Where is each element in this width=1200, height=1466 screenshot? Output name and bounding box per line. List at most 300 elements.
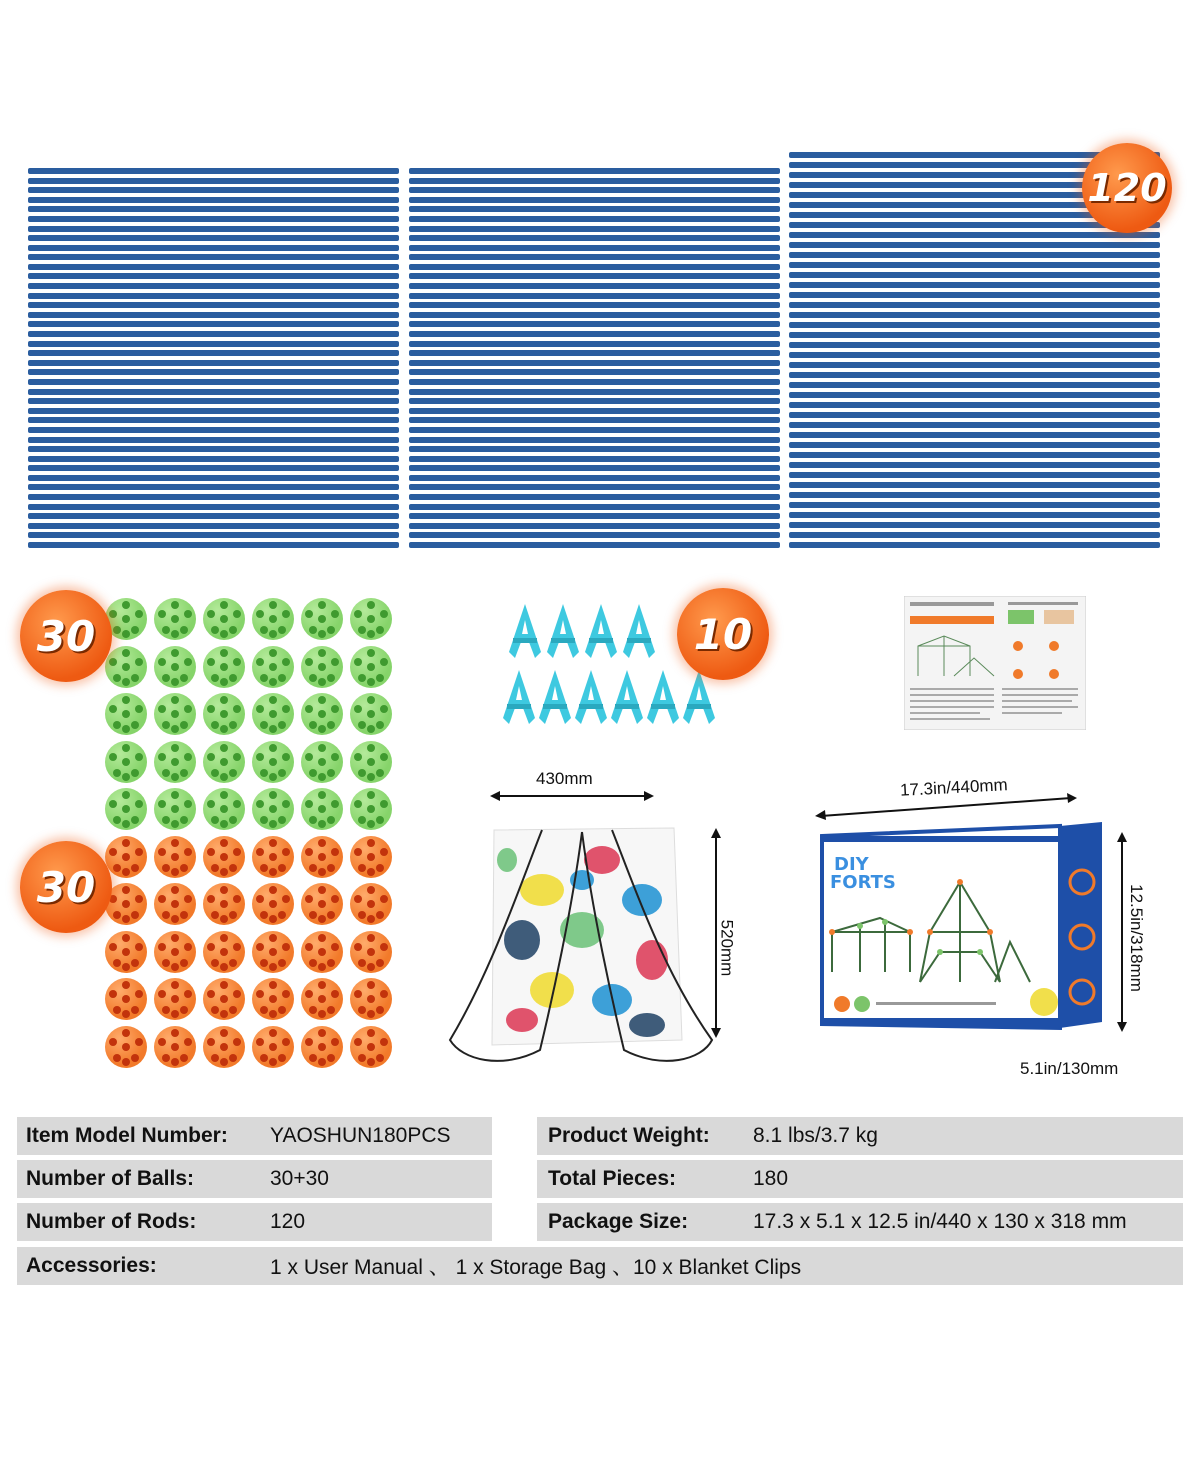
ball-hole xyxy=(278,816,286,824)
ball-hole xyxy=(269,1043,277,1051)
ball-hole xyxy=(269,696,277,704)
green-connector-ball xyxy=(350,788,392,830)
ball-hole xyxy=(184,753,192,761)
orange-connector-ball xyxy=(350,883,392,925)
ball-hole xyxy=(318,710,326,718)
ball-hole xyxy=(233,848,241,856)
ball-hole xyxy=(358,911,366,919)
ball-hole xyxy=(229,816,237,824)
product-box-image xyxy=(820,822,1104,1034)
ball-hole xyxy=(318,678,326,686)
orange-connector-ball xyxy=(203,931,245,973)
ball-hole xyxy=(171,663,179,671)
ball-hole xyxy=(269,630,277,638)
ball-hole xyxy=(269,710,277,718)
ball-hole xyxy=(171,758,179,766)
ball-hole xyxy=(376,864,384,872)
ball-hole xyxy=(269,649,277,657)
ball-hole xyxy=(233,895,241,903)
rod xyxy=(409,168,780,174)
ball-hole xyxy=(309,769,317,777)
rod xyxy=(409,389,780,395)
ball-hole xyxy=(358,626,366,634)
ball-hole xyxy=(233,800,241,808)
ball-hole xyxy=(367,1058,375,1066)
green-connector-ball xyxy=(301,646,343,688)
ball-hole xyxy=(269,963,277,971)
ball-hole xyxy=(318,1058,326,1066)
orange-connector-ball xyxy=(154,883,196,925)
rod xyxy=(789,282,1160,288)
ball-hole xyxy=(305,658,313,666)
ball-hole xyxy=(367,791,375,799)
rod xyxy=(28,456,399,462)
ball-hole xyxy=(113,959,121,967)
ball-hole xyxy=(171,886,179,894)
box-width-label: 17.3in/440mm xyxy=(899,775,1009,800)
spec-row-pieces xyxy=(537,1160,1183,1198)
ball-hole xyxy=(309,816,317,824)
rod xyxy=(28,264,399,270)
ball-hole xyxy=(207,800,215,808)
ball-hole xyxy=(220,791,228,799)
ball-hole xyxy=(122,725,130,733)
ball-hole xyxy=(260,1054,268,1062)
ball-hole xyxy=(331,705,339,713)
rod xyxy=(789,272,1160,278)
ball-hole xyxy=(131,626,139,634)
rod xyxy=(409,494,780,500)
ball-hole xyxy=(318,663,326,671)
ball-hole xyxy=(135,753,143,761)
rod xyxy=(409,379,780,385)
blanket-clip xyxy=(499,668,539,726)
ball-hole xyxy=(269,934,277,942)
ball-hole xyxy=(135,658,143,666)
ball-hole xyxy=(269,839,277,847)
ball-hole xyxy=(358,1006,366,1014)
spec-row-accessories xyxy=(17,1247,1183,1285)
ball-hole xyxy=(331,610,339,618)
ball-hole xyxy=(269,1010,277,1018)
ball-hole xyxy=(278,1006,286,1014)
ball-hole xyxy=(211,674,219,682)
ball-hole xyxy=(269,995,277,1003)
ball-hole xyxy=(109,800,117,808)
green-balls-count-badge xyxy=(20,590,112,682)
ball-hole xyxy=(305,705,313,713)
ball-hole xyxy=(113,1054,121,1062)
ball-hole xyxy=(171,934,179,942)
ball-hole xyxy=(220,995,228,1003)
ball-hole xyxy=(318,696,326,704)
ball-hole xyxy=(122,1043,130,1051)
ball-hole xyxy=(109,990,117,998)
green-connector-ball xyxy=(154,741,196,783)
ball-hole xyxy=(220,696,228,704)
rod xyxy=(409,206,780,212)
ball-hole xyxy=(180,1006,188,1014)
ball-hole xyxy=(358,721,366,729)
ball-hole xyxy=(318,630,326,638)
orange-connector-ball xyxy=(105,978,147,1020)
ball-hole xyxy=(367,868,375,876)
ball-hole xyxy=(171,696,179,704)
ball-hole xyxy=(318,1010,326,1018)
ball-hole xyxy=(171,963,179,971)
ball-hole xyxy=(380,943,388,951)
ball-hole xyxy=(380,658,388,666)
ball-hole xyxy=(122,805,130,813)
rod xyxy=(409,331,780,337)
ball-hole xyxy=(184,943,192,951)
ball-hole xyxy=(220,915,228,923)
ball-hole xyxy=(220,900,228,908)
ball-hole xyxy=(327,959,335,967)
ball-hole xyxy=(220,934,228,942)
ball-hole xyxy=(318,601,326,609)
rod-bundle-middle xyxy=(409,168,780,548)
ball-hole xyxy=(367,948,375,956)
ball-hole xyxy=(171,981,179,989)
rod xyxy=(789,312,1160,318)
spec-package-value: 17.3 x 5.1 x 12.5 in/440 x 130 x 318 mm xyxy=(753,1210,1127,1233)
ball-hole xyxy=(354,610,362,618)
ball-hole xyxy=(184,705,192,713)
ball-hole xyxy=(327,626,335,634)
ball-hole xyxy=(354,943,362,951)
ball-hole xyxy=(220,981,228,989)
ball-hole xyxy=(207,990,215,998)
ball-hole xyxy=(282,705,290,713)
ball-hole xyxy=(282,658,290,666)
spec-row-package xyxy=(537,1203,1183,1241)
ball-hole xyxy=(211,816,219,824)
ball-hole xyxy=(269,1029,277,1037)
rod xyxy=(28,389,399,395)
ball-hole xyxy=(207,895,215,903)
ball-hole xyxy=(367,744,375,752)
ball-hole xyxy=(220,615,228,623)
ball-hole xyxy=(158,800,166,808)
ball-hole xyxy=(367,963,375,971)
ball-hole xyxy=(207,705,215,713)
ball-hole xyxy=(171,710,179,718)
ball-hole xyxy=(269,981,277,989)
ball-hole xyxy=(131,864,139,872)
ball-hole xyxy=(122,934,130,942)
ball-hole xyxy=(233,943,241,951)
ball-hole xyxy=(269,744,277,752)
rod xyxy=(28,465,399,471)
ball-hole xyxy=(354,753,362,761)
rod xyxy=(789,342,1160,348)
ball-hole xyxy=(367,981,375,989)
ball-hole xyxy=(220,773,228,781)
ball-hole xyxy=(220,744,228,752)
ball-hole xyxy=(180,816,188,824)
ball-hole xyxy=(269,886,277,894)
green-connector-ball xyxy=(252,788,294,830)
rod xyxy=(28,273,399,279)
ball-hole xyxy=(131,721,139,729)
orange-connector-ball xyxy=(154,931,196,973)
rod xyxy=(789,332,1160,338)
rod xyxy=(28,494,399,500)
rod xyxy=(409,456,780,462)
ball-hole xyxy=(367,1010,375,1018)
rod xyxy=(409,216,780,222)
rod xyxy=(28,398,399,404)
rod xyxy=(28,283,399,289)
ball-hole xyxy=(367,773,375,781)
ball-hole xyxy=(327,1054,335,1062)
ball-hole xyxy=(211,864,219,872)
blanket-clip xyxy=(619,602,659,660)
ball-hole xyxy=(327,769,335,777)
rod xyxy=(28,302,399,308)
ball-hole xyxy=(278,911,286,919)
ball-hole xyxy=(122,649,130,657)
ball-hole xyxy=(269,868,277,876)
orange-connector-ball xyxy=(301,931,343,973)
ball-hole xyxy=(367,934,375,942)
ball-hole xyxy=(367,630,375,638)
ball-hole xyxy=(122,696,130,704)
rod xyxy=(409,187,780,193)
rod xyxy=(409,369,780,375)
ball-hole xyxy=(109,658,117,666)
rod xyxy=(789,392,1160,398)
ball-hole xyxy=(269,900,277,908)
rod xyxy=(409,446,780,452)
ball-hole xyxy=(354,1038,362,1046)
rod xyxy=(789,252,1160,258)
ball-hole xyxy=(211,626,219,634)
ball-hole xyxy=(109,705,117,713)
ball-hole xyxy=(305,753,313,761)
ball-hole xyxy=(171,630,179,638)
ball-hole xyxy=(122,948,130,956)
ball-hole xyxy=(229,911,237,919)
ball-hole xyxy=(207,943,215,951)
ball-hole xyxy=(180,911,188,919)
green-connector-ball xyxy=(203,788,245,830)
ball-hole xyxy=(109,753,117,761)
rod xyxy=(409,321,780,327)
ball-hole xyxy=(220,663,228,671)
rod xyxy=(409,398,780,404)
rod xyxy=(409,513,780,519)
ball-hole xyxy=(256,705,264,713)
ball-hole xyxy=(309,674,317,682)
ball-hole xyxy=(109,610,117,618)
blanket-clip xyxy=(607,668,647,726)
orange-connector-ball xyxy=(252,1026,294,1068)
rod xyxy=(409,532,780,538)
blanket-clip xyxy=(581,602,621,660)
blanket-clip xyxy=(535,668,575,726)
rod xyxy=(28,360,399,366)
ball-hole xyxy=(260,626,268,634)
ball-hole xyxy=(331,848,339,856)
ball-hole xyxy=(376,816,384,824)
ball-hole xyxy=(113,721,121,729)
ball-hole xyxy=(171,995,179,1003)
ball-hole xyxy=(331,990,339,998)
ball-hole xyxy=(122,758,130,766)
spec-accessories-key: Accessories: xyxy=(26,1254,157,1277)
rod xyxy=(789,492,1160,498)
ball-hole xyxy=(229,959,237,967)
clips-count-badge xyxy=(677,588,769,680)
spec-pieces-key: Total Pieces: xyxy=(548,1167,676,1190)
ball-hole xyxy=(331,800,339,808)
rod xyxy=(789,522,1160,528)
green-connector-ball xyxy=(154,598,196,640)
ball-hole xyxy=(220,725,228,733)
blanket-clip xyxy=(543,602,583,660)
ball-hole xyxy=(367,615,375,623)
spec-balls-key: Number of Balls: xyxy=(26,1167,195,1190)
ball-hole xyxy=(122,820,130,828)
ball-hole xyxy=(135,848,143,856)
ball-hole xyxy=(256,800,264,808)
green-connector-ball xyxy=(203,693,245,735)
ball-hole xyxy=(131,769,139,777)
ball-hole xyxy=(260,1006,268,1014)
rod xyxy=(28,427,399,433)
ball-hole xyxy=(380,1038,388,1046)
green-connector-ball xyxy=(301,741,343,783)
ball-hole xyxy=(318,820,326,828)
ball-hole xyxy=(122,773,130,781)
rod xyxy=(28,542,399,548)
orange-connector-ball xyxy=(203,836,245,878)
rod xyxy=(789,482,1160,488)
ball-hole xyxy=(331,658,339,666)
rod xyxy=(28,178,399,184)
spec-accessories-value: 1 x User Manual 、 1 x Storage Bag 、10 x Blanket Clips xyxy=(270,1256,802,1279)
ball-hole xyxy=(269,853,277,861)
ball-hole xyxy=(260,674,268,682)
rod xyxy=(409,226,780,232)
ball-hole xyxy=(220,853,228,861)
ball-hole xyxy=(122,900,130,908)
rod xyxy=(409,312,780,318)
ball-hole xyxy=(180,721,188,729)
rod xyxy=(789,242,1160,248)
ball-hole xyxy=(269,725,277,733)
rod xyxy=(789,452,1160,458)
ball-hole xyxy=(207,848,215,856)
ball-hole xyxy=(220,886,228,894)
rod xyxy=(409,264,780,270)
ball-hole xyxy=(367,663,375,671)
ball-hole xyxy=(278,1054,286,1062)
green-connector-ball xyxy=(105,693,147,735)
ball-hole xyxy=(131,1054,139,1062)
rod xyxy=(409,245,780,251)
rod-bundle-left xyxy=(28,168,399,548)
box-depth-label: 5.1in/130mm xyxy=(1020,1059,1119,1078)
ball-hole xyxy=(305,800,313,808)
orange-balls-count-badge xyxy=(20,841,112,933)
ball-hole xyxy=(269,601,277,609)
rods-count-text: 120 xyxy=(1087,166,1167,210)
ball-hole xyxy=(122,981,130,989)
ball-hole xyxy=(220,758,228,766)
spec-package-key: Package Size: xyxy=(548,1210,689,1233)
ball-hole xyxy=(122,663,130,671)
rod xyxy=(28,254,399,260)
ball-hole xyxy=(256,753,264,761)
rod xyxy=(789,362,1160,368)
ball-hole xyxy=(380,895,388,903)
ball-hole xyxy=(158,658,166,666)
ball-hole xyxy=(376,1006,384,1014)
rod xyxy=(409,417,780,423)
ball-hole xyxy=(318,725,326,733)
ball-hole xyxy=(180,864,188,872)
ball-hole xyxy=(184,895,192,903)
ball-hole xyxy=(171,1043,179,1051)
rod xyxy=(789,262,1160,268)
ball-hole xyxy=(269,1058,277,1066)
ball-hole xyxy=(113,911,121,919)
ball-hole xyxy=(269,663,277,671)
ball-hole xyxy=(331,943,339,951)
orange-connector-ball xyxy=(301,883,343,925)
ball-hole xyxy=(256,1038,264,1046)
orange-connector-ball xyxy=(350,978,392,1020)
rod xyxy=(789,442,1160,448)
green-connector-ball xyxy=(252,693,294,735)
rod xyxy=(789,512,1160,518)
rod xyxy=(789,502,1160,508)
ball-hole xyxy=(229,626,237,634)
ball-hole xyxy=(282,1038,290,1046)
ball-hole xyxy=(135,705,143,713)
ball-hole xyxy=(113,769,121,777)
orange-connector-ball xyxy=(301,978,343,1020)
rod xyxy=(28,312,399,318)
ball-hole xyxy=(256,895,264,903)
bag-width-label: 430mm xyxy=(536,769,593,788)
ball-hole xyxy=(135,895,143,903)
rod xyxy=(28,331,399,337)
ball-hole xyxy=(122,791,130,799)
ball-hole xyxy=(184,658,192,666)
ball-hole xyxy=(376,1054,384,1062)
ball-hole xyxy=(207,753,215,761)
spec-rods-key: Number of Rods: xyxy=(26,1210,197,1233)
ball-hole xyxy=(367,601,375,609)
orange-connector-ball xyxy=(154,836,196,878)
ball-hole xyxy=(180,1054,188,1062)
green-connector-ball xyxy=(252,741,294,783)
ball-hole xyxy=(131,959,139,967)
ball-hole xyxy=(318,900,326,908)
orange-connector-ball xyxy=(301,1026,343,1068)
orange-connector-ball xyxy=(350,931,392,973)
ball-hole xyxy=(278,769,286,777)
ball-hole xyxy=(327,674,335,682)
rod xyxy=(28,321,399,327)
ball-hole xyxy=(211,769,219,777)
ball-hole xyxy=(122,1058,130,1066)
ball-hole xyxy=(318,934,326,942)
